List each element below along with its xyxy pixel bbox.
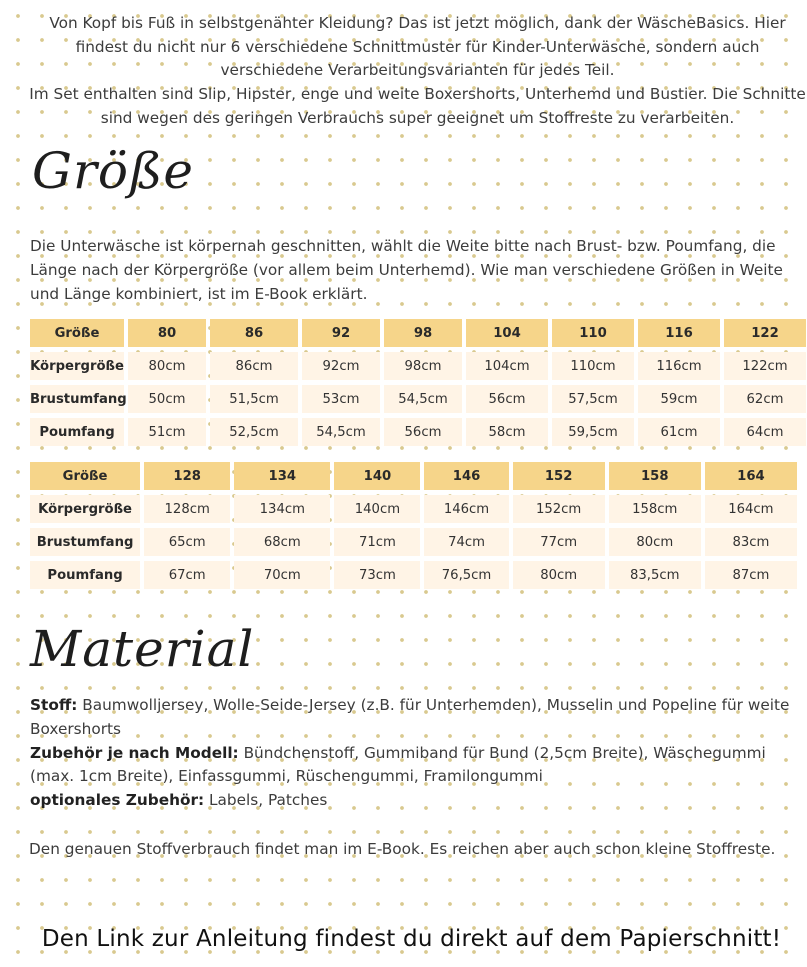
header-cell: Größe xyxy=(30,462,140,490)
table-row xyxy=(30,495,797,523)
header-cell: 134 xyxy=(234,462,330,490)
table-cell: 164cm xyxy=(705,495,797,523)
table-cell: 70cm xyxy=(234,561,330,589)
header-cell: 146 xyxy=(424,462,508,490)
table-cell: 61cm xyxy=(638,418,720,446)
table-cell: 87cm xyxy=(705,561,797,589)
table-cell: 73cm xyxy=(334,561,420,589)
table-cell: 140cm xyxy=(334,495,420,523)
table-row xyxy=(30,385,806,413)
table-cell: 152cm xyxy=(513,495,605,523)
row-label: Poumfang xyxy=(30,561,140,589)
table-cell: 58cm xyxy=(466,418,548,446)
accessories-text: Bündchenstoff, Gummiband für Bund (2,5cm Breite), Wäschegummi (max. 1cm Breite), Einfassgummi, Rüschengummi, Framilongummi xyxy=(30,743,766,786)
table-cell: 74cm xyxy=(424,528,508,556)
row-label: Körpergröße xyxy=(30,495,140,523)
material-accessories xyxy=(30,742,807,790)
header-cell: 80 xyxy=(128,319,206,347)
table-cell: 122cm xyxy=(724,352,806,380)
table-cell: 50cm xyxy=(128,385,206,413)
table-cell: 80cm xyxy=(609,528,701,556)
table-cell: 86cm xyxy=(210,352,298,380)
table-row xyxy=(30,528,797,556)
table-cell: 98cm xyxy=(384,352,462,380)
table-row xyxy=(30,561,797,589)
table-cell: 67cm xyxy=(144,561,230,589)
table-row xyxy=(30,352,806,380)
table-cell: 83cm xyxy=(705,528,797,556)
table-cell: 134cm xyxy=(234,495,330,523)
material-list xyxy=(30,694,807,813)
table-cell: 158cm xyxy=(609,495,701,523)
fabric-text: Baumwolljersey, Wolle-Seide-Jersey (z.B. für Unterhemden), Musselin und Popeline für weite Boxershorts xyxy=(30,696,790,738)
row-label: Brustumfang xyxy=(30,528,140,556)
intro-paragraph-2: Im Set enthalten sind Slip, Hipster, enge und weite Boxershorts, Unterhemd und Bustier. Die Schnitte sind wegen des geringen Verbrauchs super geeignet um Stoffreste zu verarbeiten. xyxy=(29,85,806,127)
table-cell: 64cm xyxy=(724,418,806,446)
size-table-header-row xyxy=(30,319,806,347)
header-cell: 164 xyxy=(705,462,797,490)
consumption-note xyxy=(29,838,806,862)
row-label: Körpergröße xyxy=(30,352,124,380)
header-cell: 86 xyxy=(210,319,298,347)
consumption-note-text: Den genauen Stoffverbrauch findet man im E-Book. Es reichen aber auch schon kleine Stoffreste. xyxy=(29,840,776,858)
header-cell: 104 xyxy=(466,319,548,347)
table-cell: 51,5cm xyxy=(210,385,298,413)
table-cell: 128cm xyxy=(144,495,230,523)
table-cell: 51cm xyxy=(128,418,206,446)
size-table-header-row xyxy=(30,462,797,490)
footer-cta: Den Link zur Anleitung findest du direkt auf dem Papierschnitt! xyxy=(41,926,782,952)
fabric-label: Stoff: xyxy=(30,696,78,714)
header-cell: 158 xyxy=(609,462,701,490)
table-cell: 65cm xyxy=(144,528,230,556)
table-cell: 54,5cm xyxy=(384,385,462,413)
table-cell: 68cm xyxy=(234,528,330,556)
material-fabric xyxy=(30,694,807,742)
intro-paragraph-1: Von Kopf bis Fuß in selbstgenähter Kleidung? Das ist jetzt möglich, dank der WäscheBasics. Hier findest du nicht nur 6 verschiedene Schnittmuster für Kinder-Unterwäsche, sondern auch verschiedene Verarbeitungsvarianten für jedes Teil. xyxy=(49,14,786,80)
table-cell: 52,5cm xyxy=(210,418,298,446)
size-description-text: Die Unterwäsche ist körpernah geschnitten, wählt die Weite bitte nach Brust- bzw. Poumfang, die Länge nach der Körpergröße (vor allem beim Unterhemd). Wie man verschiedene Größen in Weite und Länge kombiniert, ist im E-Book erklärt. xyxy=(30,237,783,303)
table-cell: 80cm xyxy=(513,561,605,589)
table-cell: 116cm xyxy=(638,352,720,380)
table-cell: 110cm xyxy=(552,352,634,380)
table-cell: 59,5cm xyxy=(552,418,634,446)
row-label: Brustumfang xyxy=(30,385,124,413)
optional-text: Labels, Patches xyxy=(209,791,328,810)
header-cell: 116 xyxy=(638,319,720,347)
table-cell: 83,5cm xyxy=(609,561,701,589)
table-cell: 104cm xyxy=(466,352,548,380)
size-description xyxy=(30,235,807,306)
table-cell: 92cm xyxy=(302,352,380,380)
table-cell: 71cm xyxy=(334,528,420,556)
table-cell: 80cm xyxy=(128,352,206,380)
table-cell: 53cm xyxy=(302,385,380,413)
size-section-title: Größe xyxy=(32,142,194,200)
table-cell: 62cm xyxy=(724,385,806,413)
table-cell: 56cm xyxy=(384,418,462,446)
header-cell: 92 xyxy=(302,319,380,347)
material-section-title: Material xyxy=(30,620,255,678)
size-table-large xyxy=(26,457,801,594)
header-cell: 110 xyxy=(552,319,634,347)
header-cell: 98 xyxy=(384,319,462,347)
optional-label: optionales Zubehör: xyxy=(30,791,205,810)
header-cell: 140 xyxy=(334,462,420,490)
table-cell: 56cm xyxy=(466,385,548,413)
intro-text xyxy=(28,12,807,131)
material-optional xyxy=(30,789,807,813)
header-cell: 122 xyxy=(724,319,806,347)
table-cell: 59cm xyxy=(638,385,720,413)
table-cell: 54,5cm xyxy=(302,418,380,446)
size-table-small xyxy=(26,314,807,451)
table-cell: 57,5cm xyxy=(552,385,634,413)
table-cell: 77cm xyxy=(513,528,605,556)
header-cell: 152 xyxy=(513,462,605,490)
table-cell: 76,5cm xyxy=(424,561,508,589)
header-cell: Größe xyxy=(30,319,124,347)
table-cell: 146cm xyxy=(424,495,508,523)
header-cell: 128 xyxy=(144,462,230,490)
accessories-label: Zubehör je nach Modell: xyxy=(30,743,239,762)
table-row xyxy=(30,418,806,446)
row-label: Poumfang xyxy=(30,418,124,446)
